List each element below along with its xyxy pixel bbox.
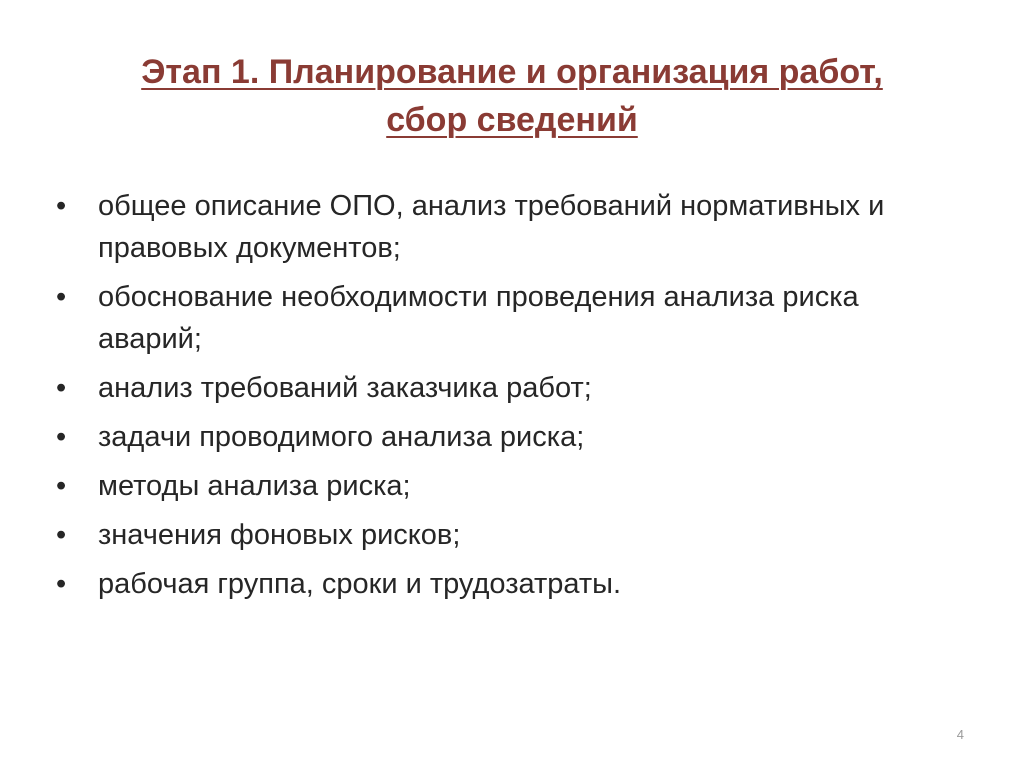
bullet-text: значения фоновых рисков; xyxy=(98,519,461,551)
bullet-text: методы анализа риска; xyxy=(98,470,411,502)
bullet-icon: • xyxy=(56,421,67,453)
page-number: 4 xyxy=(956,727,964,742)
bullet-item xyxy=(56,276,956,360)
bullet-text: анализ требований заказчика работ; xyxy=(98,372,592,404)
bullet-icon: • xyxy=(56,190,67,222)
bullet-list xyxy=(56,185,956,612)
bullet-icon: • xyxy=(56,372,67,404)
bullet-item xyxy=(56,514,956,556)
bullet-icon: • xyxy=(56,519,67,551)
bullet-text: рабочая группа, сроки и трудозатраты. xyxy=(98,568,622,600)
bullet-text: задачи проводимого анализа риска; xyxy=(98,421,585,453)
bullet-icon: • xyxy=(56,281,67,313)
slide-title-line-1: Этап 1. Планирование и организация работ, xyxy=(141,53,883,91)
bullet-text: общее описание ОПО, анализ требований нормативных и правовых документов; xyxy=(98,190,885,264)
bullet-item xyxy=(56,465,956,507)
bullet-item xyxy=(56,185,956,269)
slide-title xyxy=(40,48,984,144)
bullet-item xyxy=(56,416,956,458)
bullet-icon: • xyxy=(56,568,67,600)
bullet-text: обоснование необходимости проведения анализа риска аварий; xyxy=(98,281,859,355)
bullet-icon: • xyxy=(56,470,67,502)
bullet-item xyxy=(56,563,956,605)
bullet-item xyxy=(56,367,956,409)
slide-title-line-2: сбор сведений xyxy=(386,101,638,139)
